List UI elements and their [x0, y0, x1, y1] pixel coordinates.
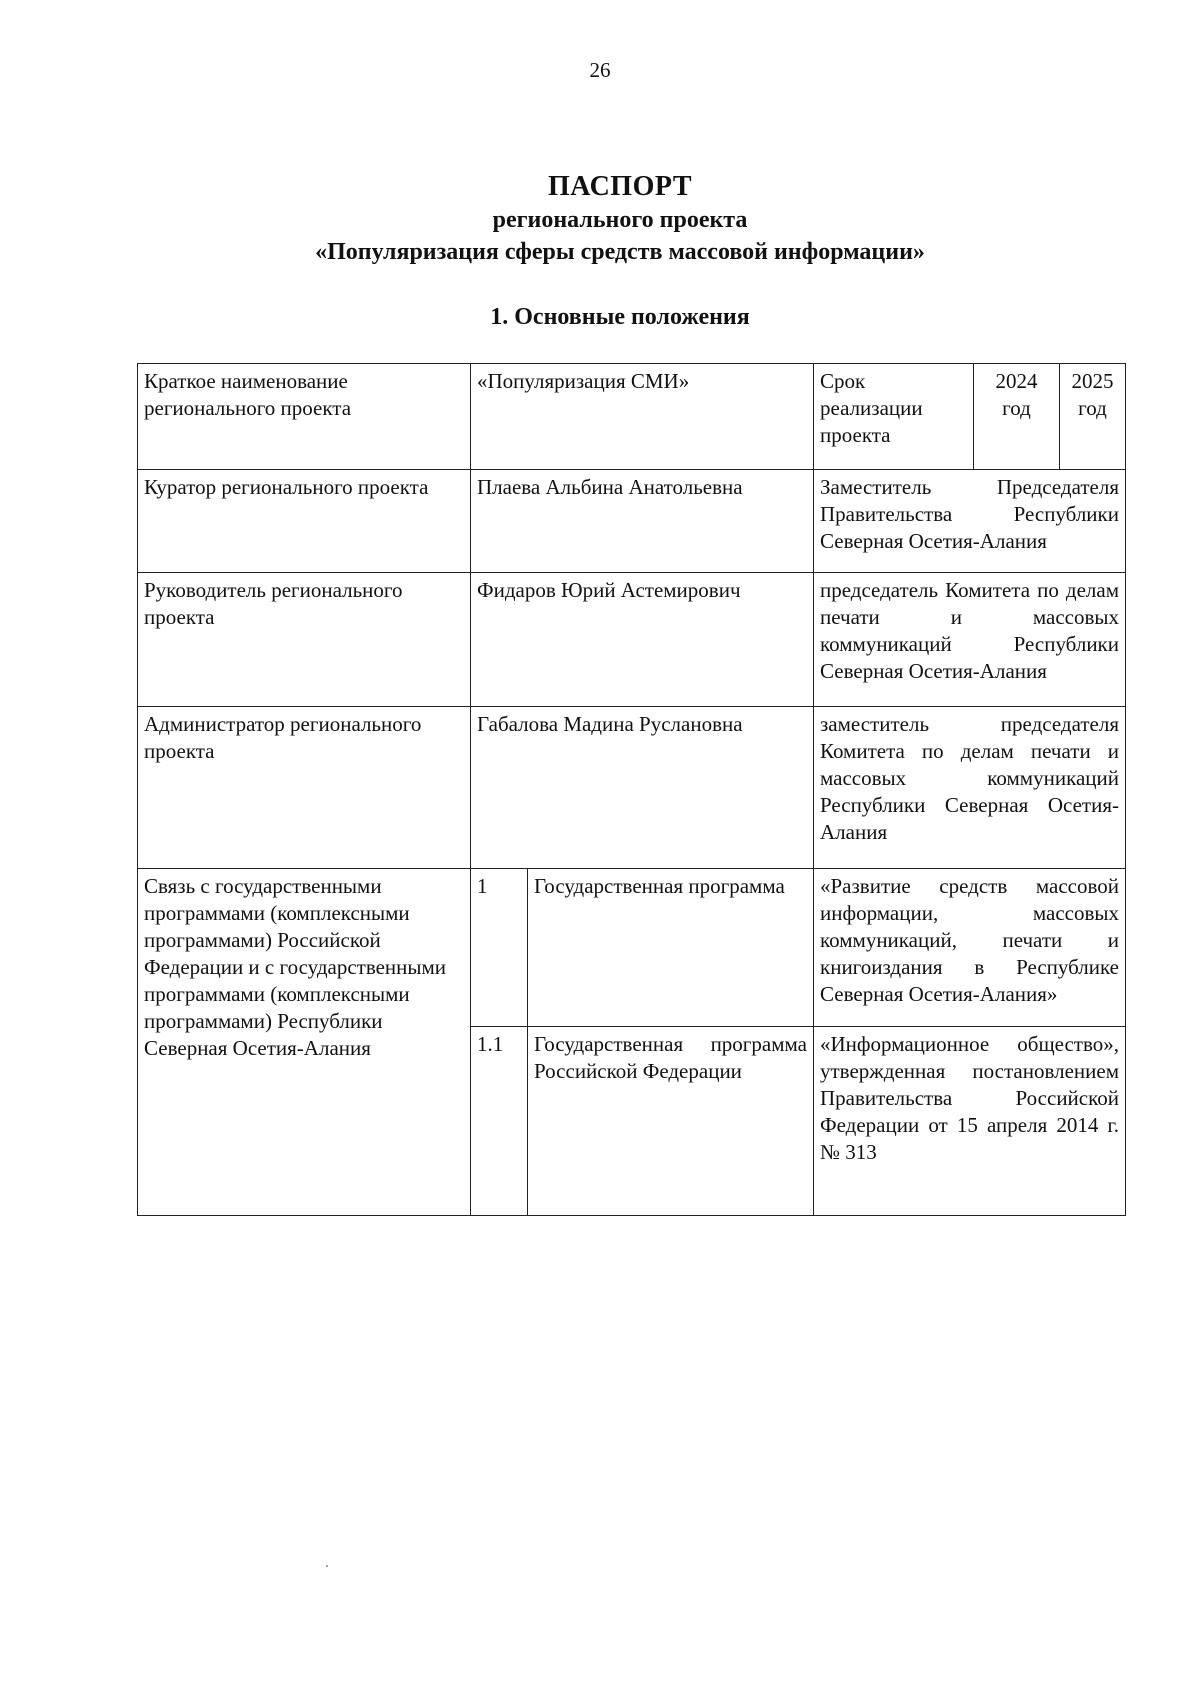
section-heading: 1. Основные положения	[490, 304, 750, 330]
title-line-2: регионального проекта	[492, 207, 748, 233]
table-row	[138, 573, 1126, 707]
program-type: Государственная программа Российской Федерации	[528, 1027, 814, 1216]
table-row	[138, 869, 1126, 1027]
page-number: 26	[589, 58, 611, 82]
head-label: Руководитель регионального проекта	[138, 573, 471, 707]
administrator-name: Габалова Мадина Руслановна	[471, 707, 814, 869]
program-number: 1	[471, 869, 528, 1027]
program-name: «Развитие средств массовой информации, массовых коммуникаций, печати и книгоиздания в Республике Северная Осетия-Алания»	[814, 869, 1126, 1027]
program-name: «Информационное общество», утвержденная постановлением Правительства Российской Федерации от 15 апреля 2014 г. № 313	[814, 1027, 1126, 1216]
table-row	[138, 470, 1126, 573]
title-line-3: «Популяризация сферы средств массовой информации»	[315, 239, 925, 265]
curator-label: Куратор регионального проекта	[138, 470, 471, 573]
head-name: Фидаров Юрий Астемирович	[471, 573, 814, 707]
scan-speck	[326, 1565, 328, 1567]
year-end: 2025 год	[1060, 364, 1126, 470]
administrator-label: Администратор регионального проекта	[138, 707, 471, 869]
curator-position: Заместитель Председателя Правительства Республики Северная Осетия-Алания	[814, 470, 1126, 573]
curator-name: Плаева Альбина Анатольевна	[471, 470, 814, 573]
title-main: ПАСПОРТ	[547, 171, 692, 202]
table-row	[138, 364, 1126, 470]
term-label: Срок реализации проекта	[814, 364, 974, 470]
short-name-value: «Популяризация СМИ»	[471, 364, 814, 470]
administrator-position: заместитель председателя Комитета по делам печати и массовых коммуникаций Республики Северная Осетия-Алания	[814, 707, 1126, 869]
table-row	[138, 707, 1126, 869]
program-number: 1.1	[471, 1027, 528, 1216]
short-name-label: Краткое наименование регионального проекта	[138, 364, 471, 470]
passport-table	[137, 363, 1126, 1216]
document-title	[0, 170, 1200, 268]
program-type: Государственная программа	[528, 869, 814, 1027]
head-position: председатель Комитета по делам печати и массовых коммуникаций Республики Северная Осетия-Алания	[814, 573, 1126, 707]
year-start: 2024 год	[974, 364, 1060, 470]
programs-link-label: Связь с государственными программами (комплексными программами) Российской Федерации и с государственными программами (комплексными программами) Республики Северная Осетия-Алания	[138, 869, 471, 1216]
